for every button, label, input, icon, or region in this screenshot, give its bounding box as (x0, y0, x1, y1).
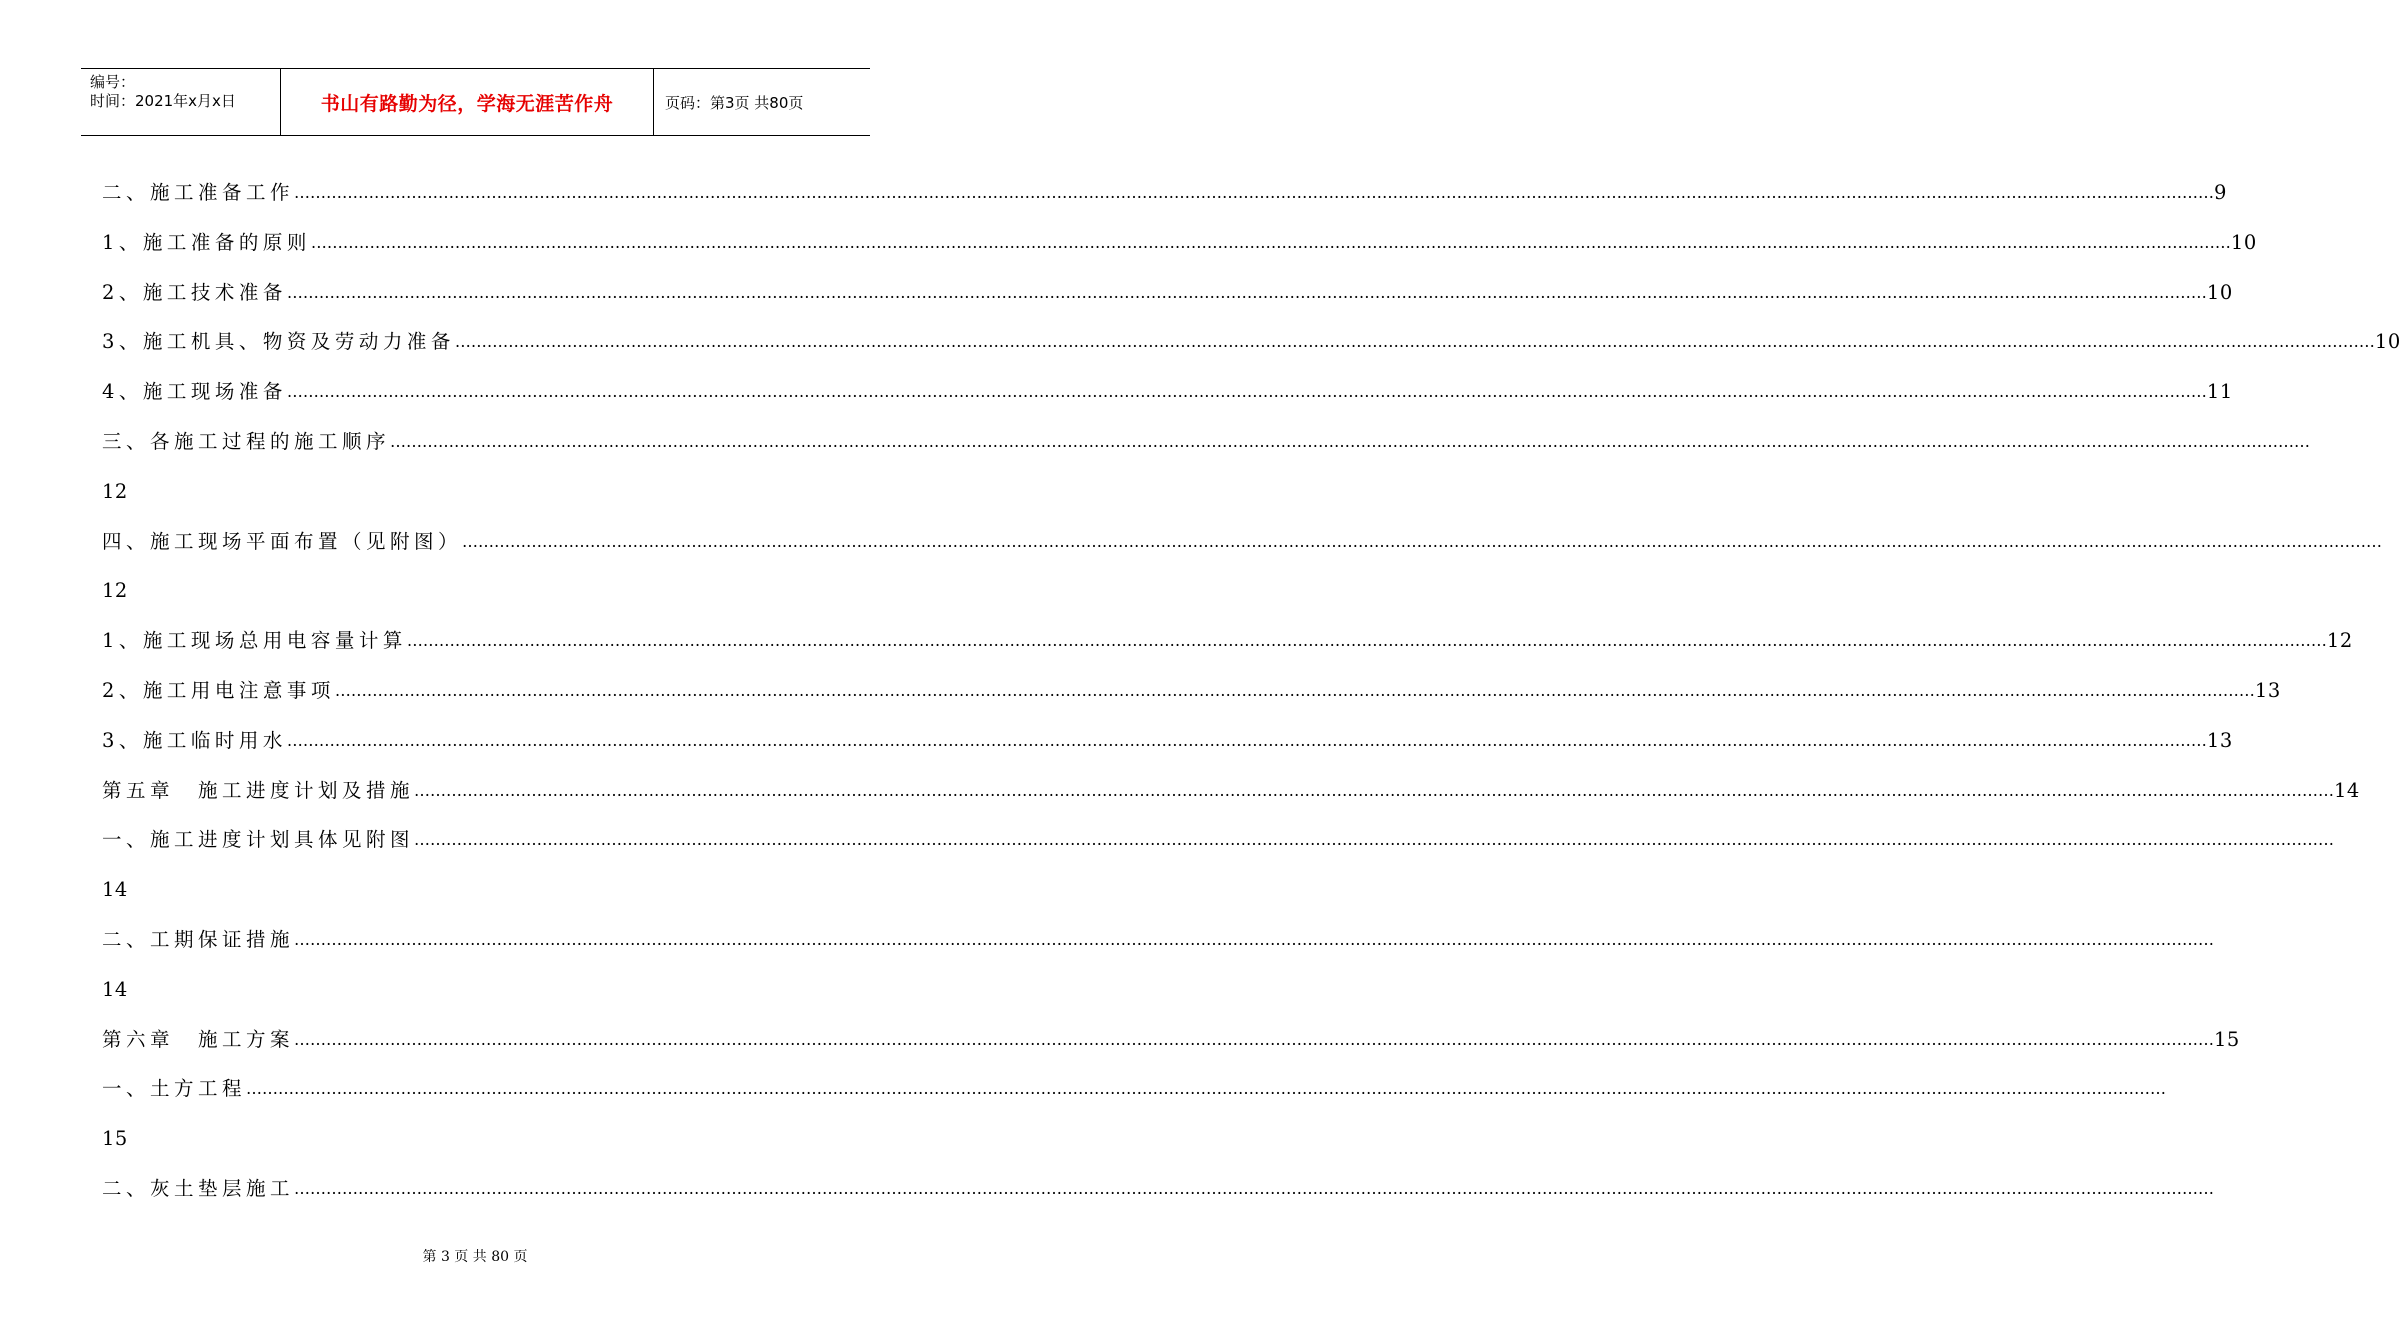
toc-entry (102, 228, 2257, 258)
toc-entry-title: 2、施工用电注意事项 (102, 679, 335, 702)
toc-leader-dots: ……………………………………………………………………………………………………………………………………………………………………………………………………………………………………………………………………………………………………………………………… (294, 1179, 2215, 1198)
toc-entry (102, 427, 2311, 457)
toc-entry (102, 327, 2401, 357)
toc-entry-page: 11 (2206, 380, 2233, 404)
toc-entry (102, 925, 2215, 955)
toc-entry-title: 二、灰土垫层施工 (102, 1177, 295, 1200)
toc-leader-dots: ……………………………………………………………………………………………………………………………………………………………………………………………………………………………………………………………………………………………………………………………… (414, 830, 2335, 850)
toc-entry (102, 278, 2233, 308)
toc-entry (102, 1074, 2167, 1104)
toc-entry (102, 776, 2360, 806)
toc-entry-page: 10 (2206, 280, 2233, 304)
toc-leader-dots: ……………………………………………………………………………………………………………………………………………………………………………………………………………………………………………………………………………………………………………………………… (310, 232, 2231, 252)
toc-entry-title: 二、工期保证措施 (102, 928, 295, 951)
toc-entry-title: 4、施工现场准备 (102, 380, 287, 404)
toc-entry-page: 12 (102, 479, 128, 503)
toc-entry-title: 一、施工进度计划具体见附图 (102, 828, 415, 852)
toc-entry-page: 13 (2254, 679, 2281, 702)
toc-entry-page: 14 (102, 878, 128, 902)
toc-entry-page-line (102, 975, 850, 1005)
toc-entry-title: 一、土方工程 (102, 1077, 247, 1101)
toc-leader-dots: ……………………………………………………………………………………………………………………………………………………………………………………………………………………………………………………………………………………………………………………………… (286, 730, 2207, 750)
document-header (81, 68, 870, 136)
toc-entry-title: 1、施工现场总用电容量计算 (102, 629, 407, 653)
toc-entry-page: 15 (2214, 1027, 2240, 1051)
toc-entry (102, 626, 2353, 656)
toc-leader-dots: ……………………………………………………………………………………………………………………………………………………………………………………………………………………………………………………………………………………………………………………………… (390, 432, 2311, 451)
toc-entry (102, 726, 2233, 756)
header-page-info: 页码：第3页 共80页 (665, 93, 804, 112)
toc-entry-page: 12 (2326, 629, 2353, 653)
toc-entry (102, 377, 2233, 407)
toc-entry (102, 527, 2383, 557)
page-footer: 第 3 页 共 80 页 (422, 1249, 528, 1265)
toc-leader-dots: ……………………………………………………………………………………………………………………………………………………………………………………………………………………………………………………………………………………………………………………………… (286, 382, 2207, 402)
toc-leader-dots: ……………………………………………………………………………………………………………………………………………………………………………………………………………………………………………………………………………………………………………………………… (414, 780, 2335, 800)
toc-entry-page-line (102, 576, 850, 606)
toc-entry-title: 3、施工临时用水 (102, 728, 287, 752)
header-left-cell (81, 69, 281, 135)
toc-entry-title: 2、施工技术准备 (102, 280, 287, 304)
toc-entry-page: 12 (102, 579, 128, 603)
toc-entry (102, 676, 2281, 706)
document-date: 时间：2021年x月x日 (90, 92, 236, 110)
header-page-cell (654, 69, 870, 135)
toc-entry-page-line (102, 1124, 850, 1154)
toc-entry-page: 14 (2334, 778, 2360, 802)
toc-entry-title: 第五章 施工进度计划及措施 (102, 778, 415, 802)
toc-entry-page: 10 (2374, 330, 2401, 354)
document-number-label: 编号： (90, 73, 136, 91)
toc-entry-page-line (102, 477, 850, 507)
toc-entry-title: 三、各施工过程的施工顺序 (102, 430, 391, 453)
toc-entry (102, 825, 2335, 855)
toc-entry-title: 二、施工准备工作 (102, 181, 295, 204)
toc-leader-dots: ……………………………………………………………………………………………………………………………………………………………………………………………………………………………………………………………………………………………………………………………… (462, 531, 2383, 551)
toc-entry-title: 四、施工现场平面布置（见附图） (102, 529, 463, 553)
toc-entry-page: 14 (102, 977, 128, 1001)
toc-entry (102, 178, 2227, 208)
toc-leader-dots: ……………………………………………………………………………………………………………………………………………………………………………………………………………………………………………………………………………………………………………………………… (406, 631, 2327, 651)
toc-leader-dots: ……………………………………………………………………………………………………………………………………………………………………………………………………………………………………………………………………………………………………………………………… (286, 282, 2207, 302)
toc-entry-title: 3、施工机具、物资及劳动力准备 (102, 330, 455, 354)
toc-leader-dots: ……………………………………………………………………………………………………………………………………………………………………………………………………………………………………………………………………………………………………………………………… (454, 332, 2375, 352)
toc-entry-page: 10 (2230, 230, 2257, 254)
toc-entry-page: 15 (102, 1127, 128, 1151)
toc-leader-dots: ……………………………………………………………………………………………………………………………………………………………………………………………………………………………………………………………………………………………………………………………… (246, 1079, 2167, 1099)
toc-leader-dots: ……………………………………………………………………………………………………………………………………………………………………………………………………………………………………………………………………………………………………………………………… (294, 930, 2215, 949)
header-motto: 书山有路勤为径，学海无涯苦作舟 (320, 92, 614, 115)
toc-leader-dots: ……………………………………………………………………………………………………………………………………………………………………………………………………………………………………………………………………………………………………………………………… (334, 681, 2255, 700)
toc-leader-dots: ……………………………………………………………………………………………………………………………………………………………………………………………………………………………………………………………………………………………………………………………… (294, 183, 2215, 202)
toc-entry-title: 第六章 施工方案 (102, 1027, 295, 1051)
toc-entry-page: 13 (2206, 728, 2233, 752)
toc-entry-page-line (102, 875, 850, 905)
toc-entry (102, 1174, 2215, 1204)
toc-entry-page: 9 (2214, 181, 2227, 204)
toc-leader-dots: ……………………………………………………………………………………………………………………………………………………………………………………………………………………………………………………………………………………………………………………………… (294, 1029, 2215, 1049)
toc-entry-title: 1、施工准备的原则 (102, 230, 311, 254)
header-motto-cell (281, 69, 654, 135)
toc-entry (102, 1025, 2240, 1055)
